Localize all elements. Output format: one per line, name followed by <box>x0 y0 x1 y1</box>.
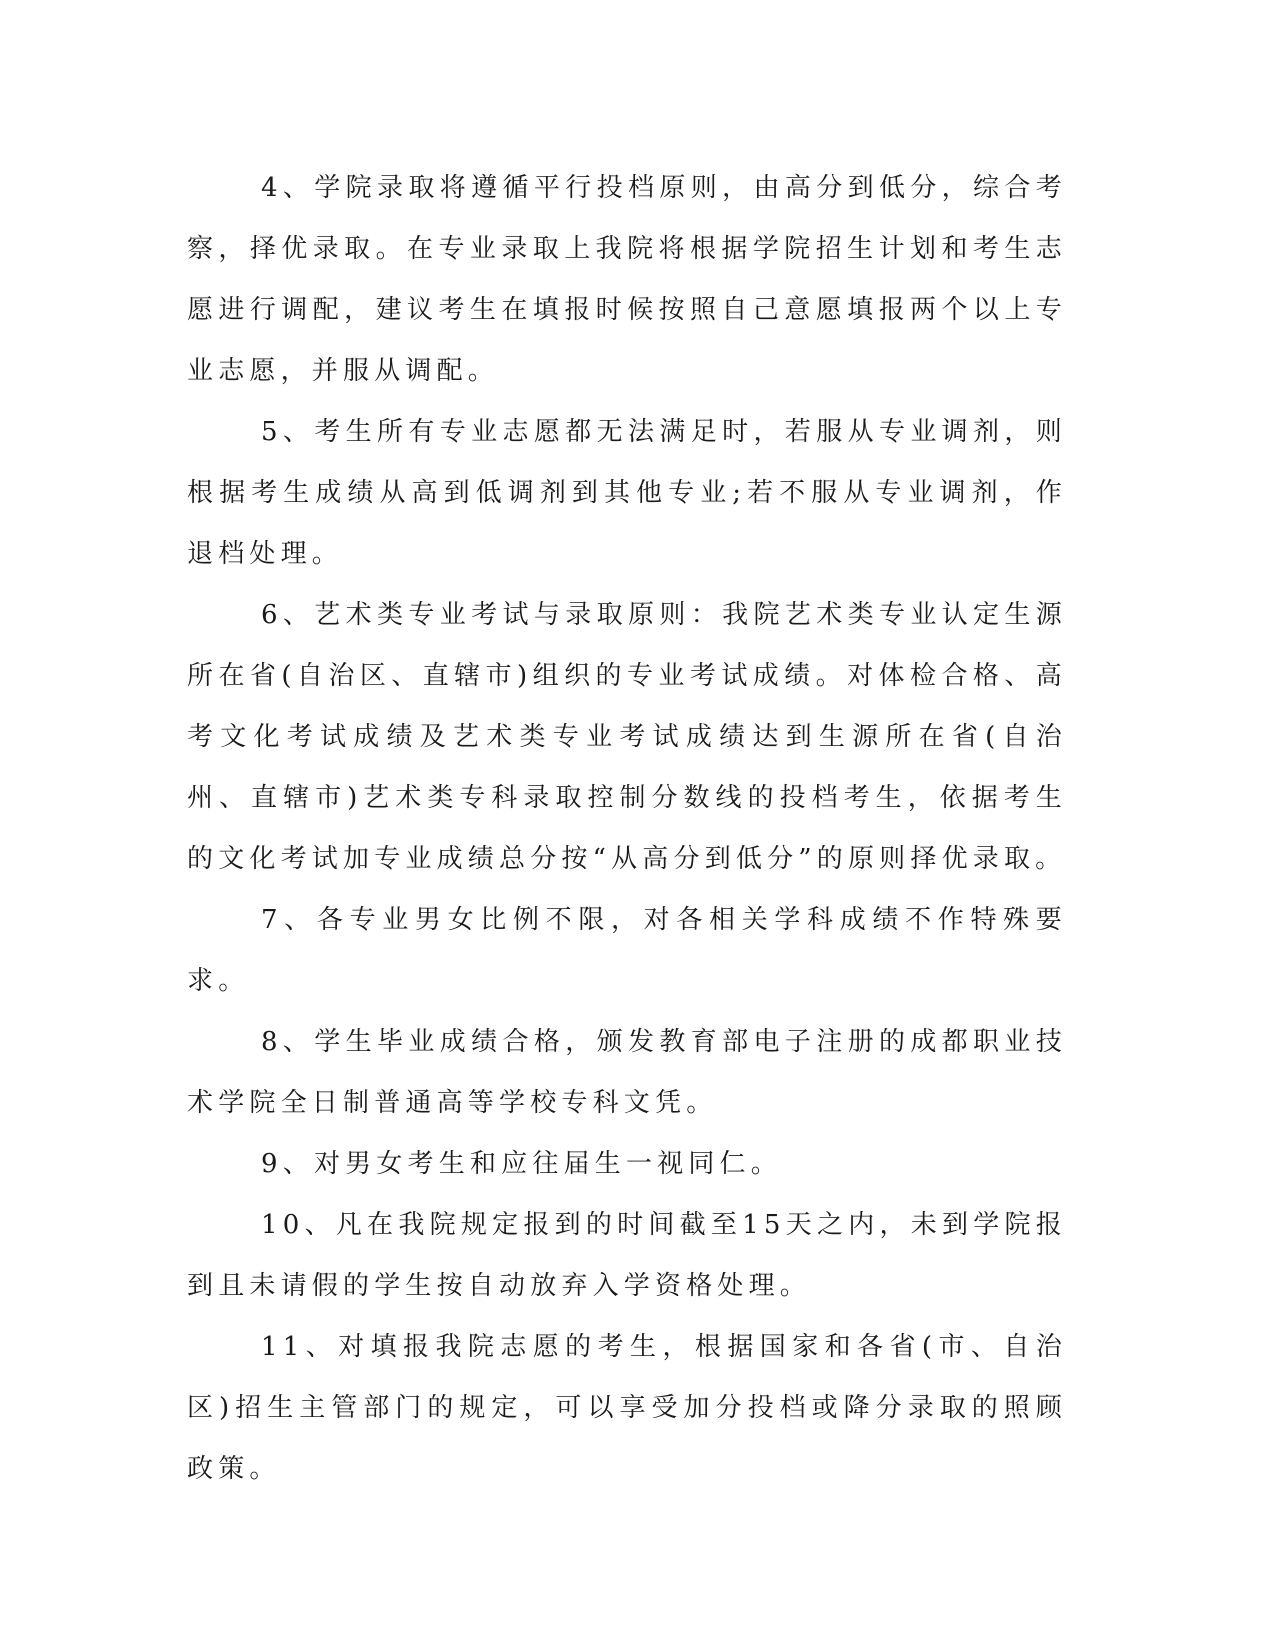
paragraph-item-11: 11、对填报我院志愿的考生，根据国家和各省(市、自治区)招生主管部门的规定，可以享受加分投档或降分录取的照顾政策。 <box>187 1332 1067 1484</box>
paragraph-item-8: 8、学生毕业成绩合格，颁发教育部电子注册的成都职业技术学院全日制普通高等学校专科文凭。 <box>187 1027 1067 1118</box>
paragraph-item-4: 4、学院录取将遵循平行投档原则，由高分到低分，综合考察，择优录取。在专业录取上我院将根据学院招生计划和考生志愿进行调配，建议考生在填报时候按照自己意愿填报两个以上专业志愿，并服从调配。 <box>187 173 1067 386</box>
paragraph-item-6: 6、艺术类专业考试与录取原则：我院艺术类专业认定生源所在省(自治区、直辖市)组织的专业考试成绩。对体检合格、高考文化考试成绩及艺术类专业考试成绩达到生源所在省(自治州、直辖市)艺术类专科录取控制分数线的投档考生，依据考生的文化考试加专业成绩总分按“从高分到低分”的原则择优录取。 <box>187 600 1067 874</box>
paragraph-item-5: 5、考生所有专业志愿都无法满足时，若服从专业调剂，则根据考生成绩从高到低调剂到其他专业;若不服从专业调剂，作退档处理。 <box>187 417 1067 569</box>
paragraph-item-10: 10、凡在我院规定报到的时间截至15天之内，未到学院报到且未请假的学生按自动放弃入学资格处理。 <box>187 1210 1067 1301</box>
document-body <box>187 158 1067 1500</box>
paragraph-item-9: 9、对男女考生和应往届生一视同仁。 <box>261 1149 782 1179</box>
paragraph-item-7: 7、各专业男女比例不限，对各相关学科成绩不作特殊要求。 <box>187 905 1067 996</box>
